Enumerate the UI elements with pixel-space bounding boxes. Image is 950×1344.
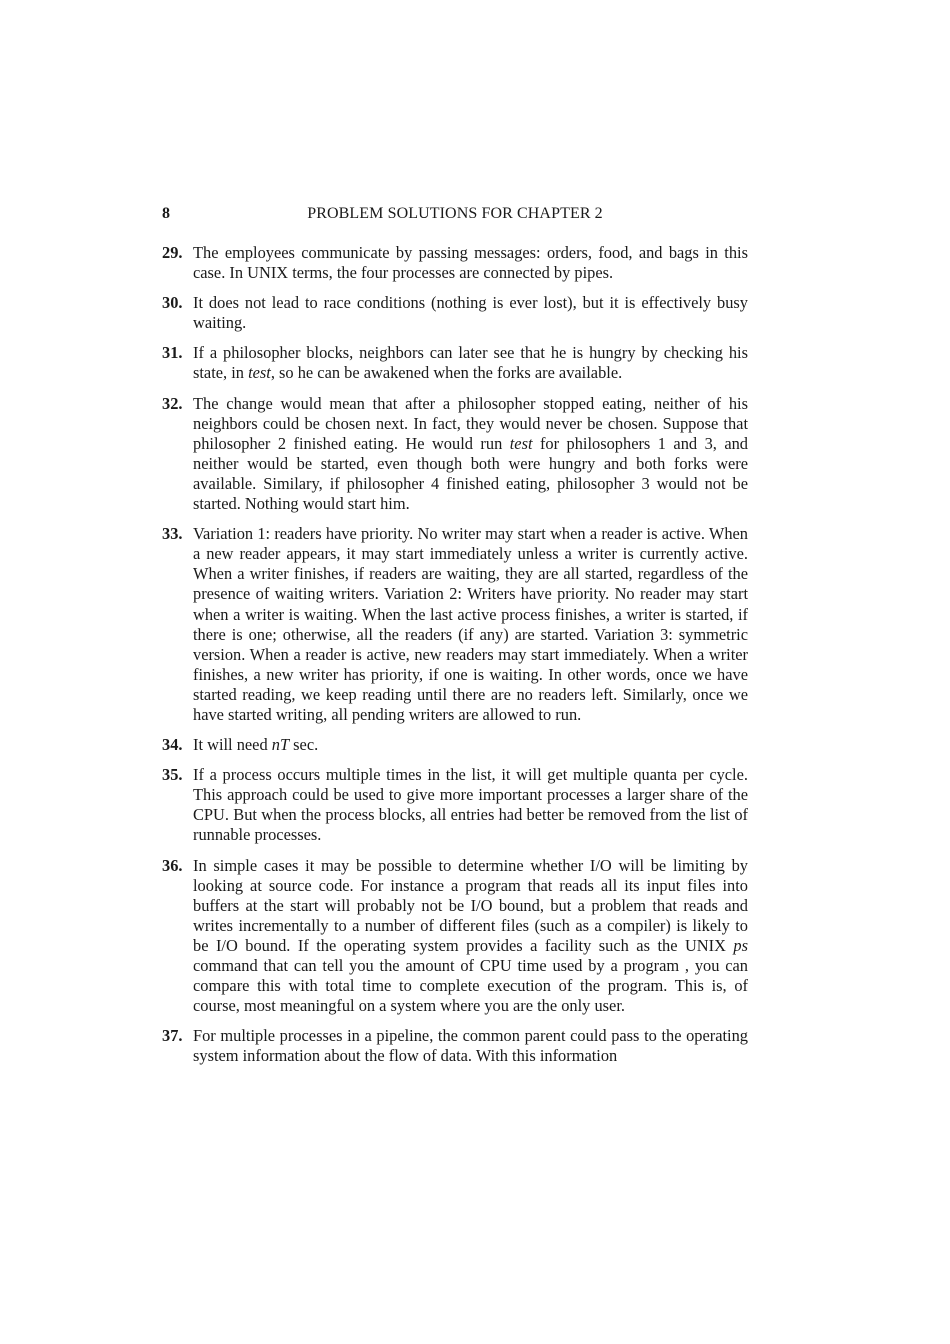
solution-number: 29. [162,243,183,262]
text-segment: Variation 1: readers have priority. No writer may start when a reader is active. When a new reader appears, it may start immediately unless a writer is currently active. When a writer finishes, if readers are waiting, they are all started, regardless of the presence of waiting writers. Variation 2: Writers have priority. No reader may start when a writer is waiting. When the last active process finishes, a writer is started, if there is one; otherwise, all the readers (if any) are started. Variation 3: symmetric version. When a reader is active, new readers may start immediately. When a writer finishes, a new writer has priority, if one is waiting. In other words, once we have started reading, we keep reading until there are no readers left. Similarly, once we have started writing, all pending writers are allowed to run. [193,524,748,724]
solutions-list [162,243,748,1076]
text-segment: The employees communicate by passing messages: orders, food, and bags in this case. In UNIX terms, the four processes are connected by pipes. [193,243,748,283]
solution-item [162,243,748,283]
solution-number: 33. [162,524,183,544]
solution-item [162,293,748,333]
text-segment: It will need [193,735,272,755]
solution-item [162,856,748,1017]
solution-text [193,856,748,1017]
italic-term: ps [733,935,748,955]
page-header [162,205,748,227]
solution-item [162,735,748,755]
italic-term: test [509,433,533,453]
text-segment: In simple cases it may be possible to determine whether I/O will be limiting by looking at source code. For instance a program that reads all its input files into buffers at the start will probably not be I/O bound, but a problem that reads and writes incrementally to a number of different files (such as a compiler) is likely to be I/O bound. If the operating system provides a facility such as the UNIX [193,855,748,955]
solution-number: 37. [162,1026,183,1046]
solution-text [193,524,748,725]
solution-text [193,293,748,333]
page-number: 8 [162,205,170,222]
solution-text [193,1026,748,1066]
solution-number: 34. [162,735,183,755]
text-segment: If a process occurs multiple times in the list, it will get multiple quanta per cycle. This approach could be used to give more important processes a larger share of the CPU. But when the process blocks, all entries had better be removed from the list of runnable processes. [193,765,748,845]
solution-text [193,765,748,845]
solution-item [162,394,748,515]
solution-number: 30. [162,293,183,313]
running-head: PROBLEM SOLUTIONS FOR CHAPTER 2 [307,205,603,222]
solution-number: 35. [162,765,183,785]
solution-number: 36. [162,855,183,875]
solution-item [162,765,748,845]
text-segment: sec. [289,735,319,755]
solution-item [162,1026,748,1066]
text-segment: , so he can be awakened when the forks are available. [270,363,623,383]
solution-text [193,343,748,383]
solution-number: 32. [162,393,183,413]
italic-term: nT [271,735,290,755]
solution-item [162,343,748,383]
solution-number: 31. [162,343,183,363]
text-segment: for philosophers 1 and 3, and neither would be started, even though both were hungry and both forks were available. Similary, if philosopher 4 finished eating, philosopher 3 would not be started. Nothing would start him. [193,433,748,514]
text-segment: If a philosopher blocks, neighbors can later see that he is hungry by checking his state, in [193,343,748,383]
solution-text [193,243,748,283]
text-segment: It does not lead to race conditions (nothing is ever lost), but it is effectively busy waiting. [193,293,748,333]
text-segment: command that can tell you the amount of CPU time used by a program , you can compare this with total time to complete execution of the program. This is, of course, most meaningful on a system where you are the only user. [193,956,748,1016]
solution-text [193,394,748,515]
italic-term: test [248,363,271,383]
solution-text [193,735,748,755]
text-segment: For multiple processes in a pipeline, the common parent could pass to the operating system information about the flow of data. With this information [193,1026,748,1066]
solution-item [162,524,748,725]
text-segment: The change would mean that after a philosopher stopped eating, neither of his neighbors could be chosen next. In fact, they would never be chosen. Suppose that philosopher 2 finished eating. He would run [193,393,748,453]
